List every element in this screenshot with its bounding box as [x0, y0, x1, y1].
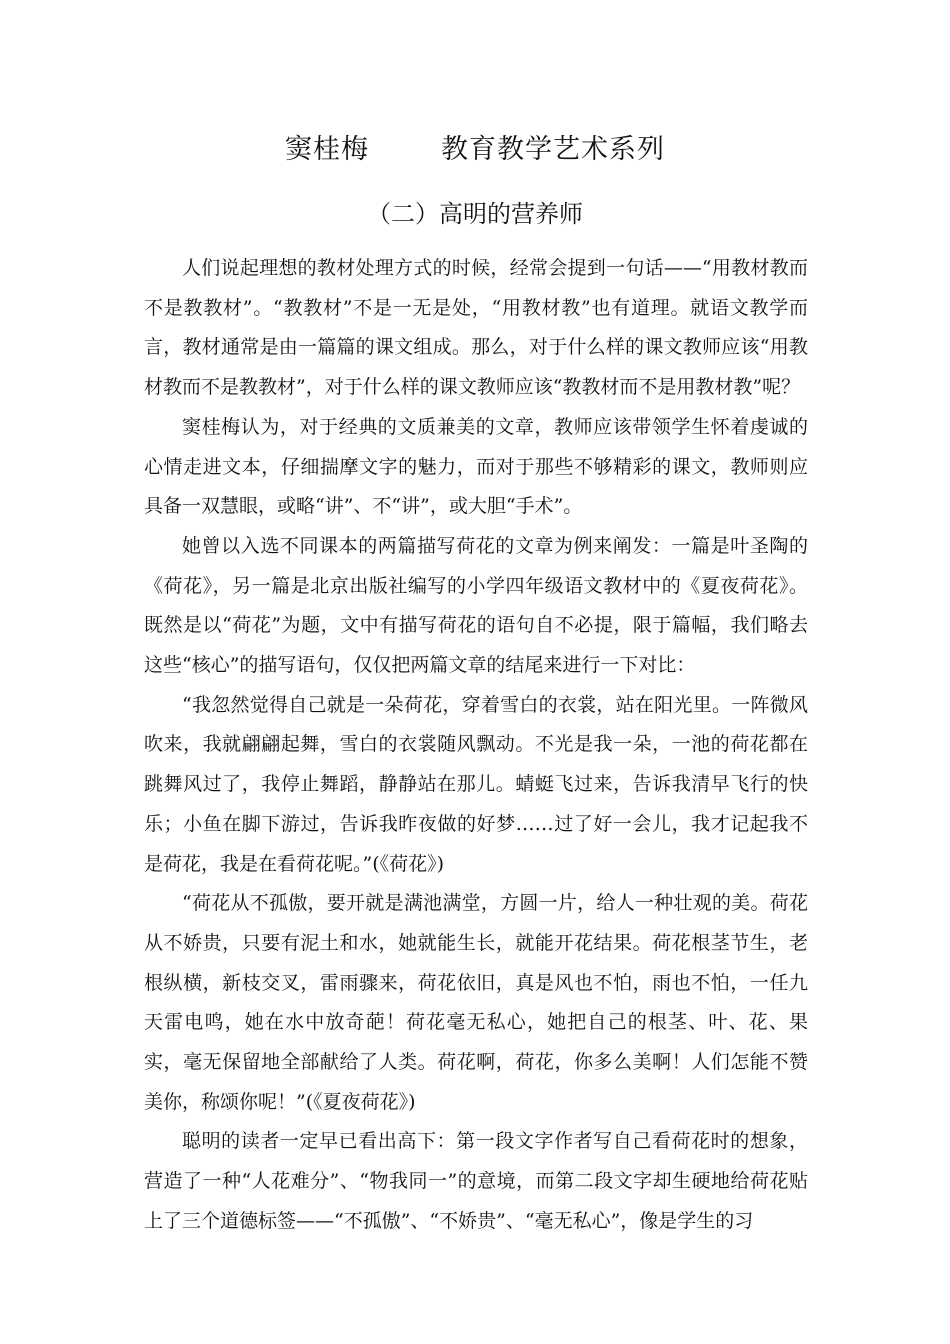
paragraph: 聪明的读者一定早已看出高下：第一段文字作者写自己看荷花时的想象，营造了一种“人花难分”、“物我同一”的意境，而第二段文字却生硬地给荷花贴上了三个道德标签——“不孤傲”、“不娇贵”、“毫无私心”，像是学生的习 — [144, 1130, 808, 1232]
author-name: 窦桂梅 — [285, 134, 369, 165]
quote-paragraph: “荷花从不孤傲，要开就是满池满堂，方圆一片，给人一种壮观的美。荷花从不娇贵，只要有泥土和水，她就能生长，就能开花结果。荷花根茎节生，老根纵横，新枝交叉，雷雨骤来，荷花依旧，真是风也不怕，雨也不怕，一任九天雷电鸣，她在水中放奇葩！荷花毫无私心，她把自己的根茎、叶、花、果实，毫无保留地全部献给了人类。荷花啊，荷花，你多么美啊！人们怎能不赞美你，称颂你呢！”(《夏夜荷花》) — [144, 892, 808, 1113]
paragraph: 人们说起理想的教材处理方式的时候，经常会提到一句话——“用教材教而不是教教材”。“教教材”不是一无是处，“用教材教”也有道理。就语文教学而言，教材通常是由一篇篇的课文组成。那么，对于什么样的课文教师应该“用教材教而不是教教材”，对于什么样的课文教师应该“教教材而不是用教材教”呢？ — [144, 257, 808, 399]
article-body — [144, 249, 808, 1242]
quote-paragraph: “我忽然觉得自己就是一朵荷花，穿着雪白的衣裳，站在阳光里。一阵微风吹来，我就翩翩起舞，雪白的衣裳随风飘动。不光是我一朵，一池的荷花都在跳舞风过了，我停止舞蹈，静静站在那儿。蜻蜓飞过来，告诉我清早飞行的快乐；小鱼在脚下游过，告诉我昨夜做的好梦……过了好一会儿，我才记起我不是荷花，我是在看荷花呢。”(《荷花》) — [144, 693, 808, 875]
paragraph: 她曾以入选不同课本的两篇描写荷花的文章为例来阐发：一篇是叶圣陶的《荷花》，另一篇是北京出版社编写的小学四年级语文教材中的《夏夜荷花》。既然是以“荷花”为题，文中有描写荷花的语句自不必提，限于篇幅，我们略去这些“核心”的描写语句，仅仅把两篇文章的结尾来进行一下对比： — [144, 534, 808, 677]
page-title — [0, 132, 950, 168]
section-subtitle: （二）高明的营养师 — [367, 200, 583, 228]
paragraph: 窦桂梅认为，对于经典的文质兼美的文章，教师应该带领学生怀着虔诚的心情走进文本，仔细揣摩文字的魅力，而对于那些不够精彩的课文，教师则应具备一双慧眼，或略“讲”、不“讲”，或大胆“手术”。 — [144, 415, 808, 518]
series-title: 教育教学艺术系列 — [441, 134, 665, 165]
